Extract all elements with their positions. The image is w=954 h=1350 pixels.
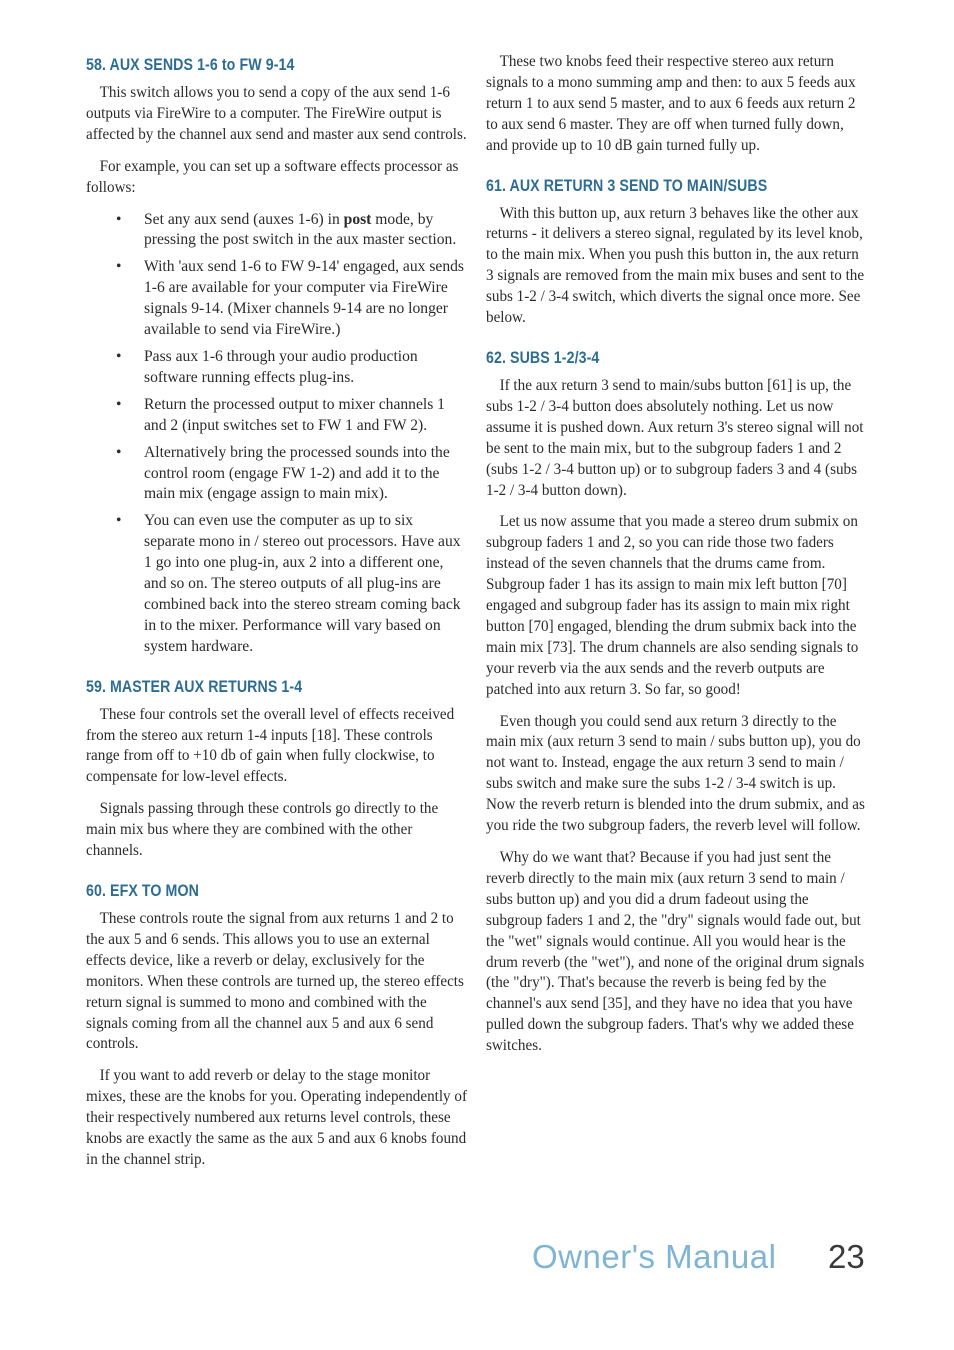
section-58-bullet-list: [86, 210, 468, 658]
bullet-item-3: • Pass aux 1-6 through your audio production software running effects plug-ins.: [116, 347, 418, 386]
section-58-heading: 58. AUX SENDS 1-6 to FW 9-14: [86, 56, 295, 74]
bullet-icon: •: [116, 210, 122, 228]
bullet-item-1: • Set any aux send (auxes 1-6) in post mode, by pressing the post switch in the aux master section.: [116, 210, 457, 249]
section-62-heading: 62. SUBS 1-2/3-4: [486, 348, 600, 367]
bullet-item-5: • Alternatively bring the processed sounds into the control room (engage FW 1-2) and add it to the main mix (engage assign to main mix).: [116, 443, 450, 503]
section-59-paragraph-2: Signals passing through these controls go directly to the main mix bus where they are combined with the other channels.: [86, 800, 439, 860]
section-62-paragraph-4: Why do we want that? Because if you had just sent the reverb directly to the main mix (aux return 3 send to main / subs button up) and you did a drum fadeout using the subgroup faders 1 and 2, the "dry" signals would fade out, but the "wet" signals would continue. All you would hear is the drum reverb (the "wet"), and none of the original drum signals (the "dry"). That's because the reverb is being fed by the channel's aux send [35], and they have no idea that you have pulled down the subgroup faders. That's why we added these switches.: [486, 849, 865, 1055]
section-62-paragraph-3: Even though you could send aux return 3 directly to the main mix (aux return 3 send to main / subs button up), you do not want to. Instead, engage the aux return 3 send to main / subs switch and make sure the subs 1-2 / 3-4 switch is up. Now the reverb return is blended into the drum submix, and as you ride the two subgroup faders, the reverb level will follow.: [486, 712, 865, 835]
section-61: [486, 177, 868, 329]
bullet-item-2: • With 'aux send 1-6 to FW 9-14' engaged, aux sends 1-6 are available for your computer via FireWire signals 9-14. (Mixer channels 9-14 are no longer available to send via FireWire.): [116, 258, 464, 339]
section-62-paragraph-2: Let us now assume that you made a stereo drum submix on subgroup faders 1 and 2, so you can ride those two faders instead of the seven channels that the drums came from. Subgroup fader 1 has its assign to main mix left button [70] engaged and subgroup fader has its assign to main mix right button [70] engaged, blending the drum submix back into the main mix [73]. The drum channels are also sending signals to your reverb via the aux sends and the reverb outputs are patched into aux return 3. So far, so good!: [486, 513, 859, 698]
bullet-icon: •: [116, 443, 122, 461]
left-column: [86, 52, 468, 1182]
page-number: 23: [828, 1238, 865, 1275]
section-59: [86, 678, 468, 862]
section-62-paragraph-1: If the aux return 3 send to main/subs button [61] is up, the subs 1-2 / 3-4 button does absolutely nothing. Let us now assume it is pushed down. Aux return 3's stereo signal will not be sent to the main mix, but to the subgroup faders 1 and 2 (subs 1-2 / 3-4 button up) or to subgroup faders 3 and 4 (subs 1-2 / 3-4 button down).: [486, 376, 864, 499]
section-60-paragraph-2: If you want to add reverb or delay to the stage monitor mixes, these are the knobs for you. Operating independently of their respectively numbered aux returns level controls, these knobs are exactly the same as the aux 5 and aux 6 knobs found in the channel strip.: [86, 1067, 467, 1168]
section-59-heading: 59. MASTER AUX RETURNS 1-4: [86, 677, 303, 696]
section-60-paragraph-1: These controls route the signal from aux returns 1 and 2 to the aux 5 and 6 sends. This allows you to use an external effects device, like a reverb or delay, exclusively for the monitors. When these controls are turned up, the stereo effects return signal is summed to mono and combined with the signals coming from all the channel aux 5 and aux 6 send controls.: [86, 910, 464, 1053]
bullet-item-6: • You can even use the computer as up to six separate mono in / stereo out processors. Have aux 1 go into one plug-in, aux 2 into a different one, and so on. The stereo outputs of all plug-ins are combined back into the stereo stream coming back in to the mixer. Performance will vary based on system hardware.: [116, 512, 461, 655]
section-59-paragraph-1: These four controls set the overall level of effects received from the stereo aux return 1-4 inputs [18]. These controls range from off to +10 db of gain when fully clockwise, to compensate for low-level effects.: [86, 705, 455, 786]
section-62: [486, 349, 868, 1057]
section-60-continued-paragraph: These two knobs feed their respective stereo aux return signals to a mono summing amp and then: to aux 5 feeds aux return 1 to aux send 5 master, and to aux 6 feeds aux return 2 to aux send 6 master. They are off when turned fully down, and provide up to 10 dB gain turned fully up.: [486, 53, 856, 154]
section-61-paragraph-1: With this button up, aux return 3 behaves like the other aux returns - it delivers a stereo signal, regulated by its level knob, to the main mix. When you push this button in, the aux return 3 signals are removed from the main mix buses and sent to the subs 1-2 / 3-4 switch, which diverts the signal once more. See below.: [486, 204, 865, 327]
right-column: [486, 52, 868, 1068]
bullet-icon: •: [116, 395, 122, 413]
bullet-item-4: • Return the processed output to mixer channels 1 and 2 (input switches set to FW 1 and FW 2).: [116, 395, 445, 434]
section-60-heading: 60. EFX TO MON: [86, 882, 199, 900]
section-58: [86, 56, 468, 658]
section-58-paragraph-2: For example, you can set up a software effects processor as follows:: [86, 157, 459, 196]
footer-manual-title: Owner's Manual: [532, 1238, 777, 1275]
bullet-icon: •: [116, 347, 122, 365]
post-keyword: post: [343, 210, 372, 228]
bullet-icon: •: [116, 258, 122, 276]
section-60: [86, 882, 468, 1171]
section-58-paragraph-1: This switch allows you to send a copy of the aux send 1-6 outputs via FireWire to a computer. The FireWire output is affected by the channel aux send and master aux send controls.: [86, 84, 467, 143]
bullet-icon: •: [116, 512, 122, 530]
section-61-heading: 61. AUX RETURN 3 SEND TO MAIN/SUBS: [486, 176, 768, 195]
